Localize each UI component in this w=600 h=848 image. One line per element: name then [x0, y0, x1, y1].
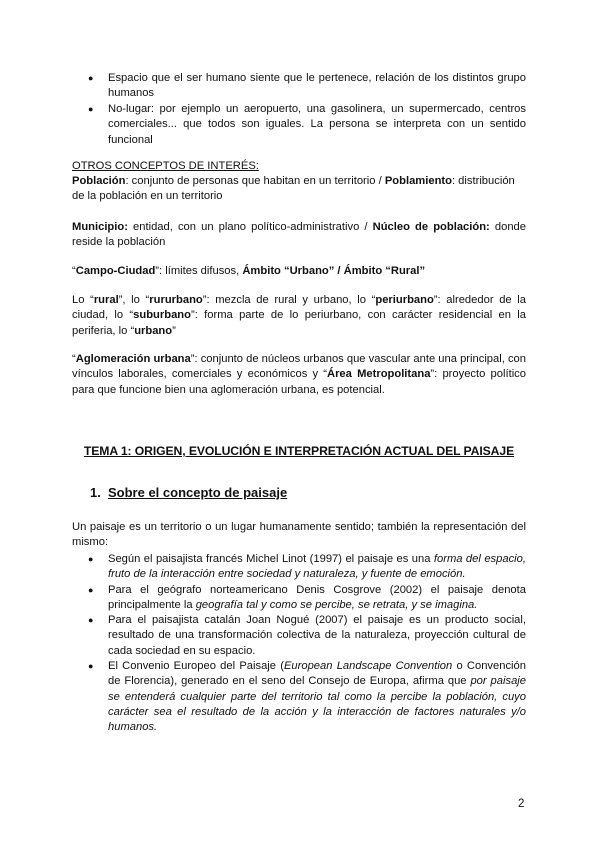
bullet-text: No-lugar: por ejemplo un aeropuerto, una gasolinera, un supermercado, centros comerciales... que todos son iguales. La persona se interpreta con un sentido funcional	[108, 103, 526, 146]
intro-paragraph: Un paisaje es un territorio o un lugar humanamente sentido; también la representación del mismo:	[72, 521, 526, 549]
list-item	[89, 552, 526, 583]
list-item	[89, 613, 526, 659]
section-number: 1.	[90, 485, 101, 500]
bullet-icon: ●	[88, 661, 94, 671]
bullet-text: Según el paisajista francés Michel Linot (1997) el paisaje es una forma del espacio, fruto de la interacción entre sociedad y naturaleza, y fuente de emoción.	[108, 553, 526, 581]
list-item	[89, 659, 526, 735]
list-item	[89, 583, 526, 614]
bullet-icon: ●	[88, 73, 94, 83]
poblacion-paragraph: Población: conjunto de personas que habitan en un territorio / Poblamiento: distribución de la población en un territorio	[72, 175, 515, 203]
bullet-text: Para el geógrafo norteamericano Denis Cosgrove (2002) el paisaje denota principalmente la geografía tal y como se percibe, se retrata, y se imagina.	[108, 584, 526, 612]
tema-title: TEMA 1: ORIGEN, EVOLUCIÓN E INTERPRETACIÓN ACTUAL DEL PAISAJE	[83, 444, 515, 458]
bullet-text: El Convenio Europeo del Paisaje (European Landscape Convention o Convención de Florencia), generado en el seno del Consejo de Europa, afirma que por paisaje se entenderá cualquier parte del territorio tal como la percibe la población, cuyo carácter sea el resultado de la acción y la interacción de factores naturales y/o humanos.	[108, 660, 527, 734]
section-title: Sobre el concepto de paisaje	[108, 485, 288, 500]
bullet-icon: ●	[88, 104, 94, 114]
otros-heading: OTROS CONCEPTOS DE INTERÉS:	[72, 160, 259, 172]
rural-urbano-paragraph: Lo “rural”, lo “rururbano”: mezcla de rural y urbano, lo “periurbano”: alrededor de la ciudad, lo “suburbano”: forma parte de lo periurbano, con carácter residencial en la periferia, lo “urbano”	[72, 294, 527, 337]
bullet-icon: ●	[88, 585, 94, 595]
bullet-icon: ●	[88, 615, 94, 625]
page-number: 2	[518, 798, 525, 810]
bullet-text: Para el paisajista catalán Joan Nogué (2007) el paisaje es un producto social, resultado de una transformación colectiva de la naturaleza, proyección cultural de cada sociedad en su espacio.	[108, 614, 526, 657]
section-heading	[90, 485, 287, 500]
campo-ciudad-paragraph: “Campo-Ciudad”: límites difusos, Ámbito “Urbano” / Ámbito “Rural”	[72, 265, 426, 277]
aglomeracion-paragraph: “Aglomeración urbana”: conjunto de núcleos urbanos que vascular ante una principal, con vínculos laborales, comerciales y económicos y “Área Metropolitana”: proyecto político para que funcione bien una aglomeración urbana, es potencial.	[72, 353, 526, 396]
bullet-icon: ●	[88, 554, 94, 564]
list-item	[89, 71, 526, 102]
list-item	[89, 102, 526, 148]
municipio-paragraph: Municipio: entidad, con un plano político-administrativo / Núcleo de población: donde reside la población	[72, 221, 526, 249]
bullet-text: Espacio que el ser humano siente que le pertenece, relación de los distintos grupo humanos	[108, 72, 526, 100]
